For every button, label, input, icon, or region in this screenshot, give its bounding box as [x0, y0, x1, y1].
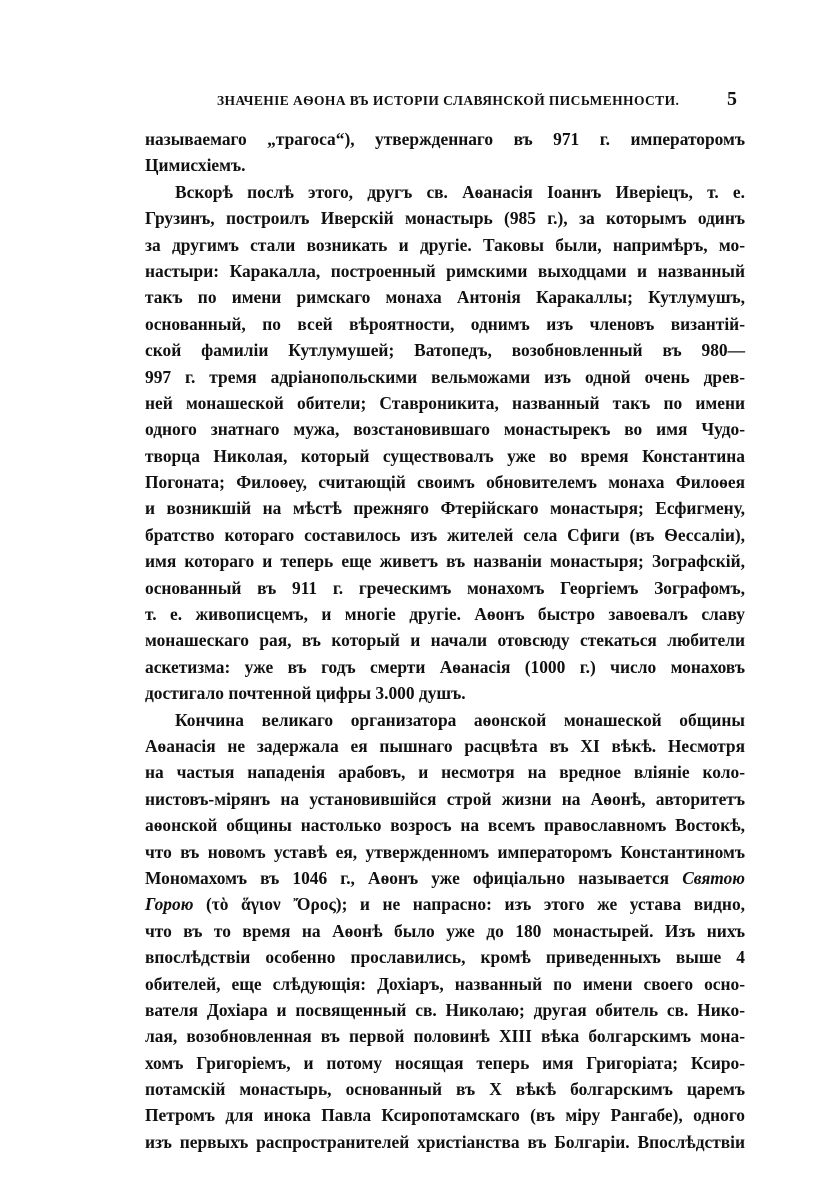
- page-number: 5: [727, 88, 737, 110]
- text-line: Аѳанасія не задержала ея пышнаго расцвѣта въ XI вѣкѣ. Несмотря: [145, 735, 745, 756]
- text-line: впослѣдствіи особенно прославились, кромѣ приведенныхъ выше 4: [145, 947, 745, 968]
- text-line: достигало почтенной цифры 3.000 душъ.: [145, 683, 466, 704]
- text-line: Грузинъ, построилъ Иверскій монастырь (985 г.), за которымъ одинъ: [145, 208, 745, 229]
- text-line: лая, возобновленная въ первой половинѣ XIII вѣка болгарскимъ мона-: [145, 1026, 745, 1047]
- text-line: 997 г. тремя адріанопольскими вельможами изъ одной очень древ-: [145, 366, 745, 387]
- text-line: такъ по имени римскаго монаха Антонія Каракаллы; Кутлумушъ,: [145, 287, 745, 308]
- running-head: [145, 88, 745, 122]
- text-run: (τὸ ἅγιον Ὄρος); и не напрасно: изъ этого же устава видно,: [193, 894, 745, 915]
- text-line: основанный, по всей вѣроятности, однимъ изъ членовъ византій-: [145, 313, 745, 334]
- paragraph-2: [145, 179, 745, 707]
- text-line: монашескаго рая, въ который и начали отовсюду стекаться любители: [145, 630, 745, 651]
- text-line: Петромъ для инока Павла Ксиропотамскаго (въ міру Рангабе), одного: [145, 1105, 745, 1126]
- text-line: обителей, еще слѣдующія: Дохіаръ, названный по имени своего осно-: [145, 973, 745, 994]
- text-line: что въ то время на Аѳонѣ было уже до 180 монастырей. Изъ нихъ: [145, 920, 745, 941]
- text-line: вателя Дохіара и посвященный св. Николаю; другая обитель св. Нико-: [145, 999, 745, 1020]
- text-line: и возникшій на мѣстѣ прежняго Фтерійскаго монастыря; Есфигмену,: [145, 498, 745, 519]
- text-line: Погоната; Филоѳеу, считающій своимъ обновителемъ монаха Филоѳея: [145, 472, 745, 493]
- text-line: называемаго „трагоса“), утвержденнаго въ 971 г. императоромъ: [145, 129, 745, 149]
- text-line: на частыя нападенія арабовъ, и несмотря на вредное вліяніе коло-: [145, 762, 745, 783]
- text-line: Цимисхіемъ.: [145, 155, 246, 176]
- text-line: хомъ Григоріемъ, и потому носящая теперь имя Григоріата; Ксиро-: [145, 1052, 745, 1073]
- text-line: ней монашеской обители; Ставроникита, названный такъ по имени: [145, 392, 745, 413]
- text-line: что въ новомъ уставѣ ея, утвержденномъ императоромъ Константиномъ: [145, 841, 745, 862]
- text-line: потамскій монастырь, основанный въ X вѣкѣ болгарскимъ царемъ: [145, 1079, 745, 1100]
- text-line: аѳонской общины настолько возросъ на всемъ православномъ Востокѣ,: [145, 815, 745, 836]
- paragraph-1: [145, 126, 745, 179]
- paragraph-3: [145, 707, 745, 1156]
- text-line: ской фамиліи Кутлумушей; Ватопедъ, возобновленный въ 980—: [145, 340, 745, 361]
- text-line: т. е. живописцемъ, и многіе другіе. Аѳонъ быстро завоевалъ славу: [145, 604, 745, 625]
- text-line-with-italic: [145, 865, 745, 891]
- text-line: братство котораго составилось изъ жителей села Сфиги (въ Ѳессаліи),: [145, 524, 745, 545]
- text-line: изъ первыхъ распространителей христіанства въ Болгаріи. Впослѣдствіи: [145, 1131, 745, 1152]
- text-line: настыри: Каракалла, построенный римскими выходцами и названный: [145, 260, 745, 281]
- italic-term: Святою: [682, 867, 745, 888]
- book-page: [145, 88, 745, 1155]
- text-line: нистовъ-мірянъ на установившійся строй жизни на Аѳонѣ, авторитетъ: [145, 788, 745, 809]
- text-line: творца Николая, который существовалъ уже во время Константина: [145, 445, 745, 466]
- text-line-with-italic: [145, 891, 745, 917]
- text-line: за другимъ стали возникать и другіе. Таковы были, напримѣръ, мо-: [145, 234, 745, 255]
- text-line: Вскорѣ послѣ этого, другъ св. Аѳанасія Іоаннъ Иверіецъ, т. е.: [175, 181, 745, 202]
- text-line: имя котораго и теперь еще живетъ въ названіи монастыря; Зографскій,: [145, 551, 745, 572]
- text-line: Кончина великаго организатора аѳонской монашеской общины: [175, 709, 745, 730]
- italic-term: Горою: [145, 894, 194, 915]
- text-line: одного знатнаго мужа, возстановившаго монастырекъ во имя Чудо-: [145, 419, 745, 440]
- text-line: аскетизма: уже въ годъ смерти Аѳанасія (1000 г.) число монаховъ: [145, 656, 745, 677]
- running-title: ЗНАЧЕНІЕ АѲОНА ВЪ ИСТОРІИ СЛАВЯНСКОЙ ПИСЬМЕННОСТИ.: [217, 93, 680, 108]
- text-run: Мономахомъ въ 1046 г., Аѳонъ уже офиціально называется: [145, 867, 683, 888]
- text-line: основанный въ 911 г. греческимъ монахомъ Георгіемъ Зографомъ,: [145, 577, 745, 598]
